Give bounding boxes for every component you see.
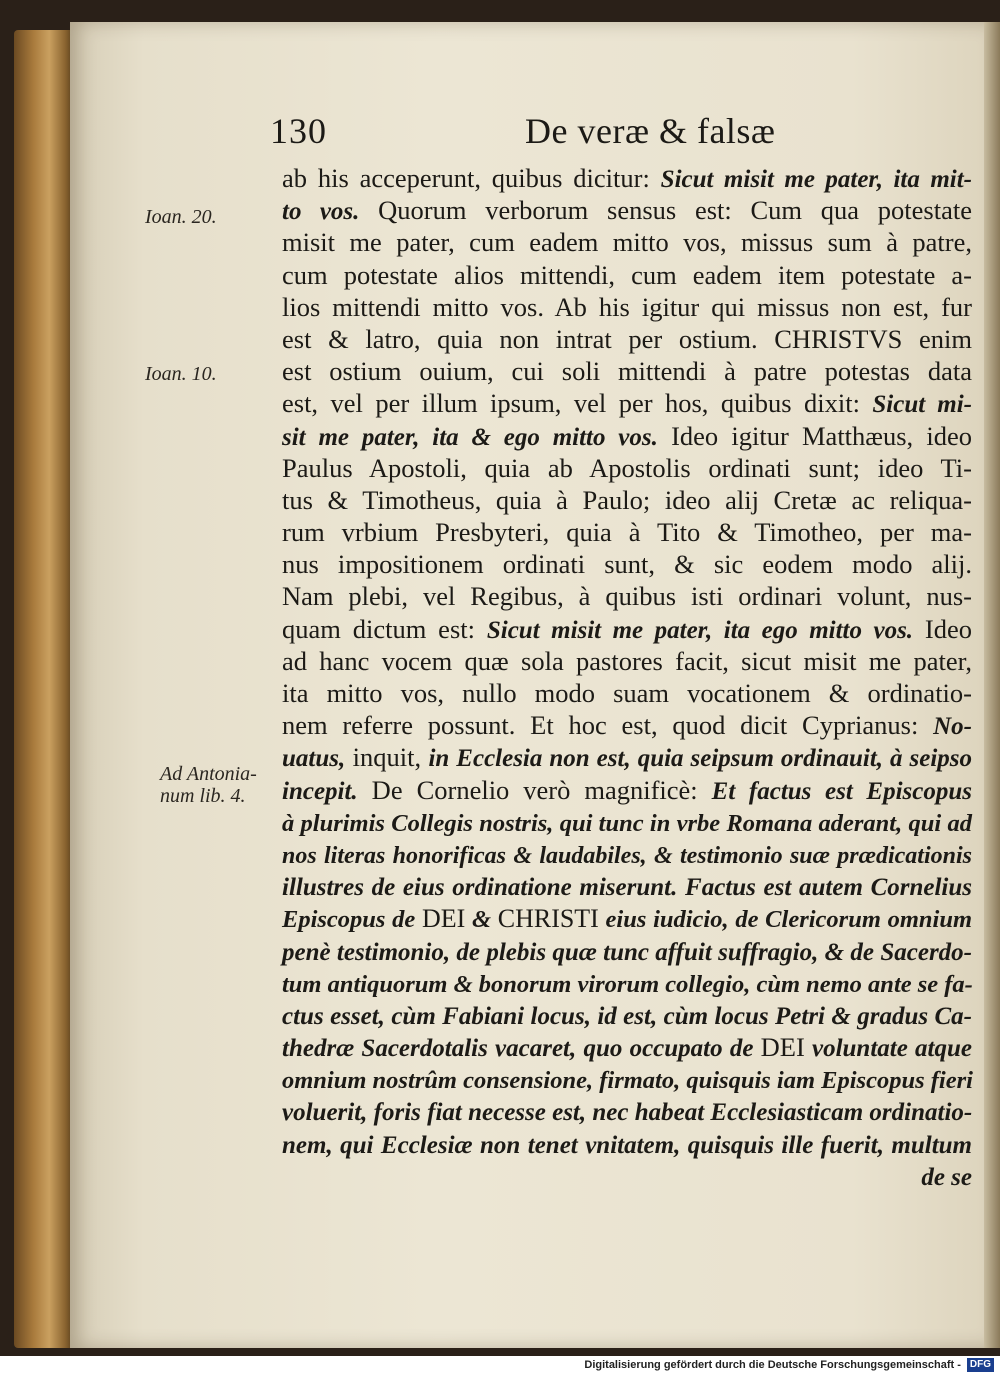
italic-segment: Sicut misit me pater, ita mit- bbox=[660, 166, 972, 193]
text-line bbox=[282, 1160, 972, 1192]
text-line bbox=[282, 516, 972, 548]
margin-note-ioan-20: Ioan. 20. bbox=[145, 206, 217, 228]
text-line bbox=[282, 226, 972, 258]
roman-segment: ita mitto vos, nullo modo suam vocationem & ordinatio- bbox=[282, 678, 972, 708]
italic-segment: No- bbox=[933, 713, 972, 741]
roman-segment: lios mittendi mitto vos. Ab his igitur qui missus non est, fur bbox=[282, 291, 972, 322]
roman-segment: est & latro, quia non intrat per ostium. CHRISTVS enim bbox=[282, 323, 972, 354]
italic-segment: nos literas honorificas & laudabiles, & testimonio suæ prædicationis bbox=[282, 842, 972, 869]
roman-segment: nem referre possunt. Et hoc est, quod dicit Cyprianus: bbox=[282, 710, 934, 741]
text-line bbox=[282, 452, 972, 484]
italic-segment: thedræ Sacerdotalis vacaret, quo occupato de bbox=[282, 1035, 761, 1063]
text-line bbox=[282, 355, 972, 387]
margin-note-ad-antonianum-1: Ad Antonia- bbox=[160, 763, 257, 785]
text-line bbox=[282, 613, 972, 645]
text-line bbox=[282, 709, 972, 741]
italic-segment: sit me pater, ita & ego mitto vos. bbox=[282, 423, 658, 451]
page-number: 130 bbox=[270, 111, 327, 151]
roman-segment: est, vel per illum ipsum, vel per hos, quibus dixit: bbox=[282, 388, 873, 419]
text-line bbox=[282, 967, 972, 999]
italic-segment: incepit. bbox=[282, 777, 358, 805]
text-line bbox=[282, 645, 972, 677]
italic-segment: Sicut misit me pater, ita ego mitto vos. bbox=[486, 616, 914, 644]
italic-segment: illustres de eius ordinatione miserunt. Factus est autem Cornelius bbox=[282, 874, 972, 902]
text-line bbox=[282, 194, 972, 226]
italic-segment: to vos. bbox=[282, 198, 360, 226]
book-right-edge bbox=[984, 22, 1000, 1348]
text-line bbox=[282, 291, 972, 323]
roman-segment: De Cornelio verò magnificè: bbox=[357, 774, 712, 805]
text-line bbox=[282, 1095, 972, 1127]
roman-segment: Ideo bbox=[913, 613, 972, 644]
roman-segment: nus impositionem ordinati sunt, & sic eodem modo alij. bbox=[282, 549, 972, 580]
text-line bbox=[282, 1031, 972, 1063]
italic-segment: Sicut mi- bbox=[872, 391, 972, 419]
italic-segment: ctus esset, cùm Fabiani locus, id est, cùm locus Petri & gradus Ca- bbox=[282, 1002, 972, 1030]
roman-segment: tus & Timotheus, quia à Paulo; ideo alij Cretæ ac reliqua- bbox=[282, 484, 972, 515]
text-line bbox=[282, 902, 972, 934]
italic-segment: à plurimis Collegis nostris, qui tunc in vrbe Romana aderant, qui ad bbox=[282, 809, 972, 837]
text-line bbox=[282, 387, 972, 419]
roman-segment: Paulus Apostoli, quia ab Apostolis ordinati sunt; ideo Ti- bbox=[282, 452, 972, 483]
footer-credit: Digitalisierung gefördert durch die Deutsche Forschungsgemeinschaft - bbox=[584, 1359, 961, 1371]
roman-segment: Ideo igitur Matthæus, ideo bbox=[657, 420, 972, 451]
text-line bbox=[282, 259, 972, 291]
text-line bbox=[282, 1063, 972, 1095]
italic-segment: uatus, bbox=[282, 745, 346, 773]
text-line bbox=[282, 741, 972, 773]
italic-segment: voluntate atque bbox=[804, 1035, 972, 1063]
italic-segment: in Ecclesia non est, quia seipsum ordinauit, à seipso bbox=[428, 745, 973, 773]
text-line bbox=[282, 484, 972, 516]
roman-segment: quam dictum est: bbox=[282, 613, 487, 644]
text-line bbox=[282, 580, 972, 612]
text-line bbox=[282, 999, 972, 1031]
digitization-footer bbox=[0, 1356, 1000, 1374]
roman-segment: ad hanc vocem quæ sola pastores facit, sicut misit me pater, bbox=[282, 645, 972, 676]
text-line bbox=[282, 420, 972, 452]
roman-segment: CHRISTI bbox=[497, 904, 599, 934]
text-line bbox=[282, 677, 972, 709]
margin-note-ad-antonianum-2: num lib. 4. bbox=[160, 785, 246, 807]
text-line bbox=[282, 548, 972, 580]
italic-segment: voluerit, foris fiat necesse est, nec habeat Ecclesiasticam ordinatio- bbox=[282, 1099, 973, 1127]
roman-segment: rum vrbium Presbyteri, quia à Tito & Timotheo, per ma- bbox=[282, 517, 972, 548]
roman-segment: misit me pater, cum eadem mitto vos, missus sum à patre, bbox=[282, 227, 972, 258]
roman-segment: est ostium ouium, cui soli mittendi à patre potestas data bbox=[282, 356, 972, 387]
text-line bbox=[282, 162, 972, 194]
italic-segment: tum antiquorum & bonorum virorum collegio, cùm nemo ante se fa- bbox=[282, 970, 973, 998]
dfg-logo: DFG bbox=[967, 1358, 994, 1372]
roman-segment: ab his acceperunt, quibus dicitur: bbox=[282, 163, 661, 193]
italic-segment: eius iudicio, de Clericorum omnium bbox=[598, 906, 973, 934]
margin-note-ioan-10: Ioan. 10. bbox=[145, 363, 217, 385]
page-header bbox=[270, 110, 970, 160]
roman-segment: Quorum verborum sensus est: Cum qua potestate bbox=[359, 195, 972, 226]
roman-segment: DEI bbox=[422, 904, 466, 934]
roman-segment: DEI bbox=[760, 1032, 805, 1063]
text-line bbox=[282, 1128, 972, 1160]
italic-segment: de se bbox=[921, 1163, 972, 1191]
italic-segment: penè testimonio, de plebis quæ tunc affuit suffragio, & de Sacerdo- bbox=[282, 938, 972, 966]
italic-segment: & bbox=[465, 906, 498, 934]
text-line bbox=[282, 323, 972, 355]
text-line bbox=[282, 774, 972, 806]
italic-segment: nem, qui Ecclesiæ non tenet vnitatem, quisquis ille fuerit, multum bbox=[282, 1131, 972, 1159]
text-line bbox=[282, 806, 972, 838]
running-title: De veræ & falsæ bbox=[525, 111, 776, 151]
italic-segment: Et factus est Episcopus bbox=[711, 777, 972, 805]
body-text bbox=[282, 162, 972, 1192]
text-line bbox=[282, 935, 972, 967]
text-line bbox=[282, 870, 972, 902]
roman-segment: cum potestate alios mittendi, cum eadem item potestate a- bbox=[282, 259, 972, 290]
roman-segment: Nam plebi, vel Regibus, à quibus isti ordinari volunt, nus- bbox=[282, 581, 972, 612]
italic-segment: Episcopus de bbox=[282, 906, 423, 934]
italic-segment: omnium nostrûm consensione, firmato, quisquis iam Episcopus fieri bbox=[282, 1067, 973, 1095]
book-page-edges bbox=[14, 30, 78, 1348]
roman-segment: inquit, bbox=[345, 742, 429, 773]
text-line bbox=[282, 838, 972, 870]
